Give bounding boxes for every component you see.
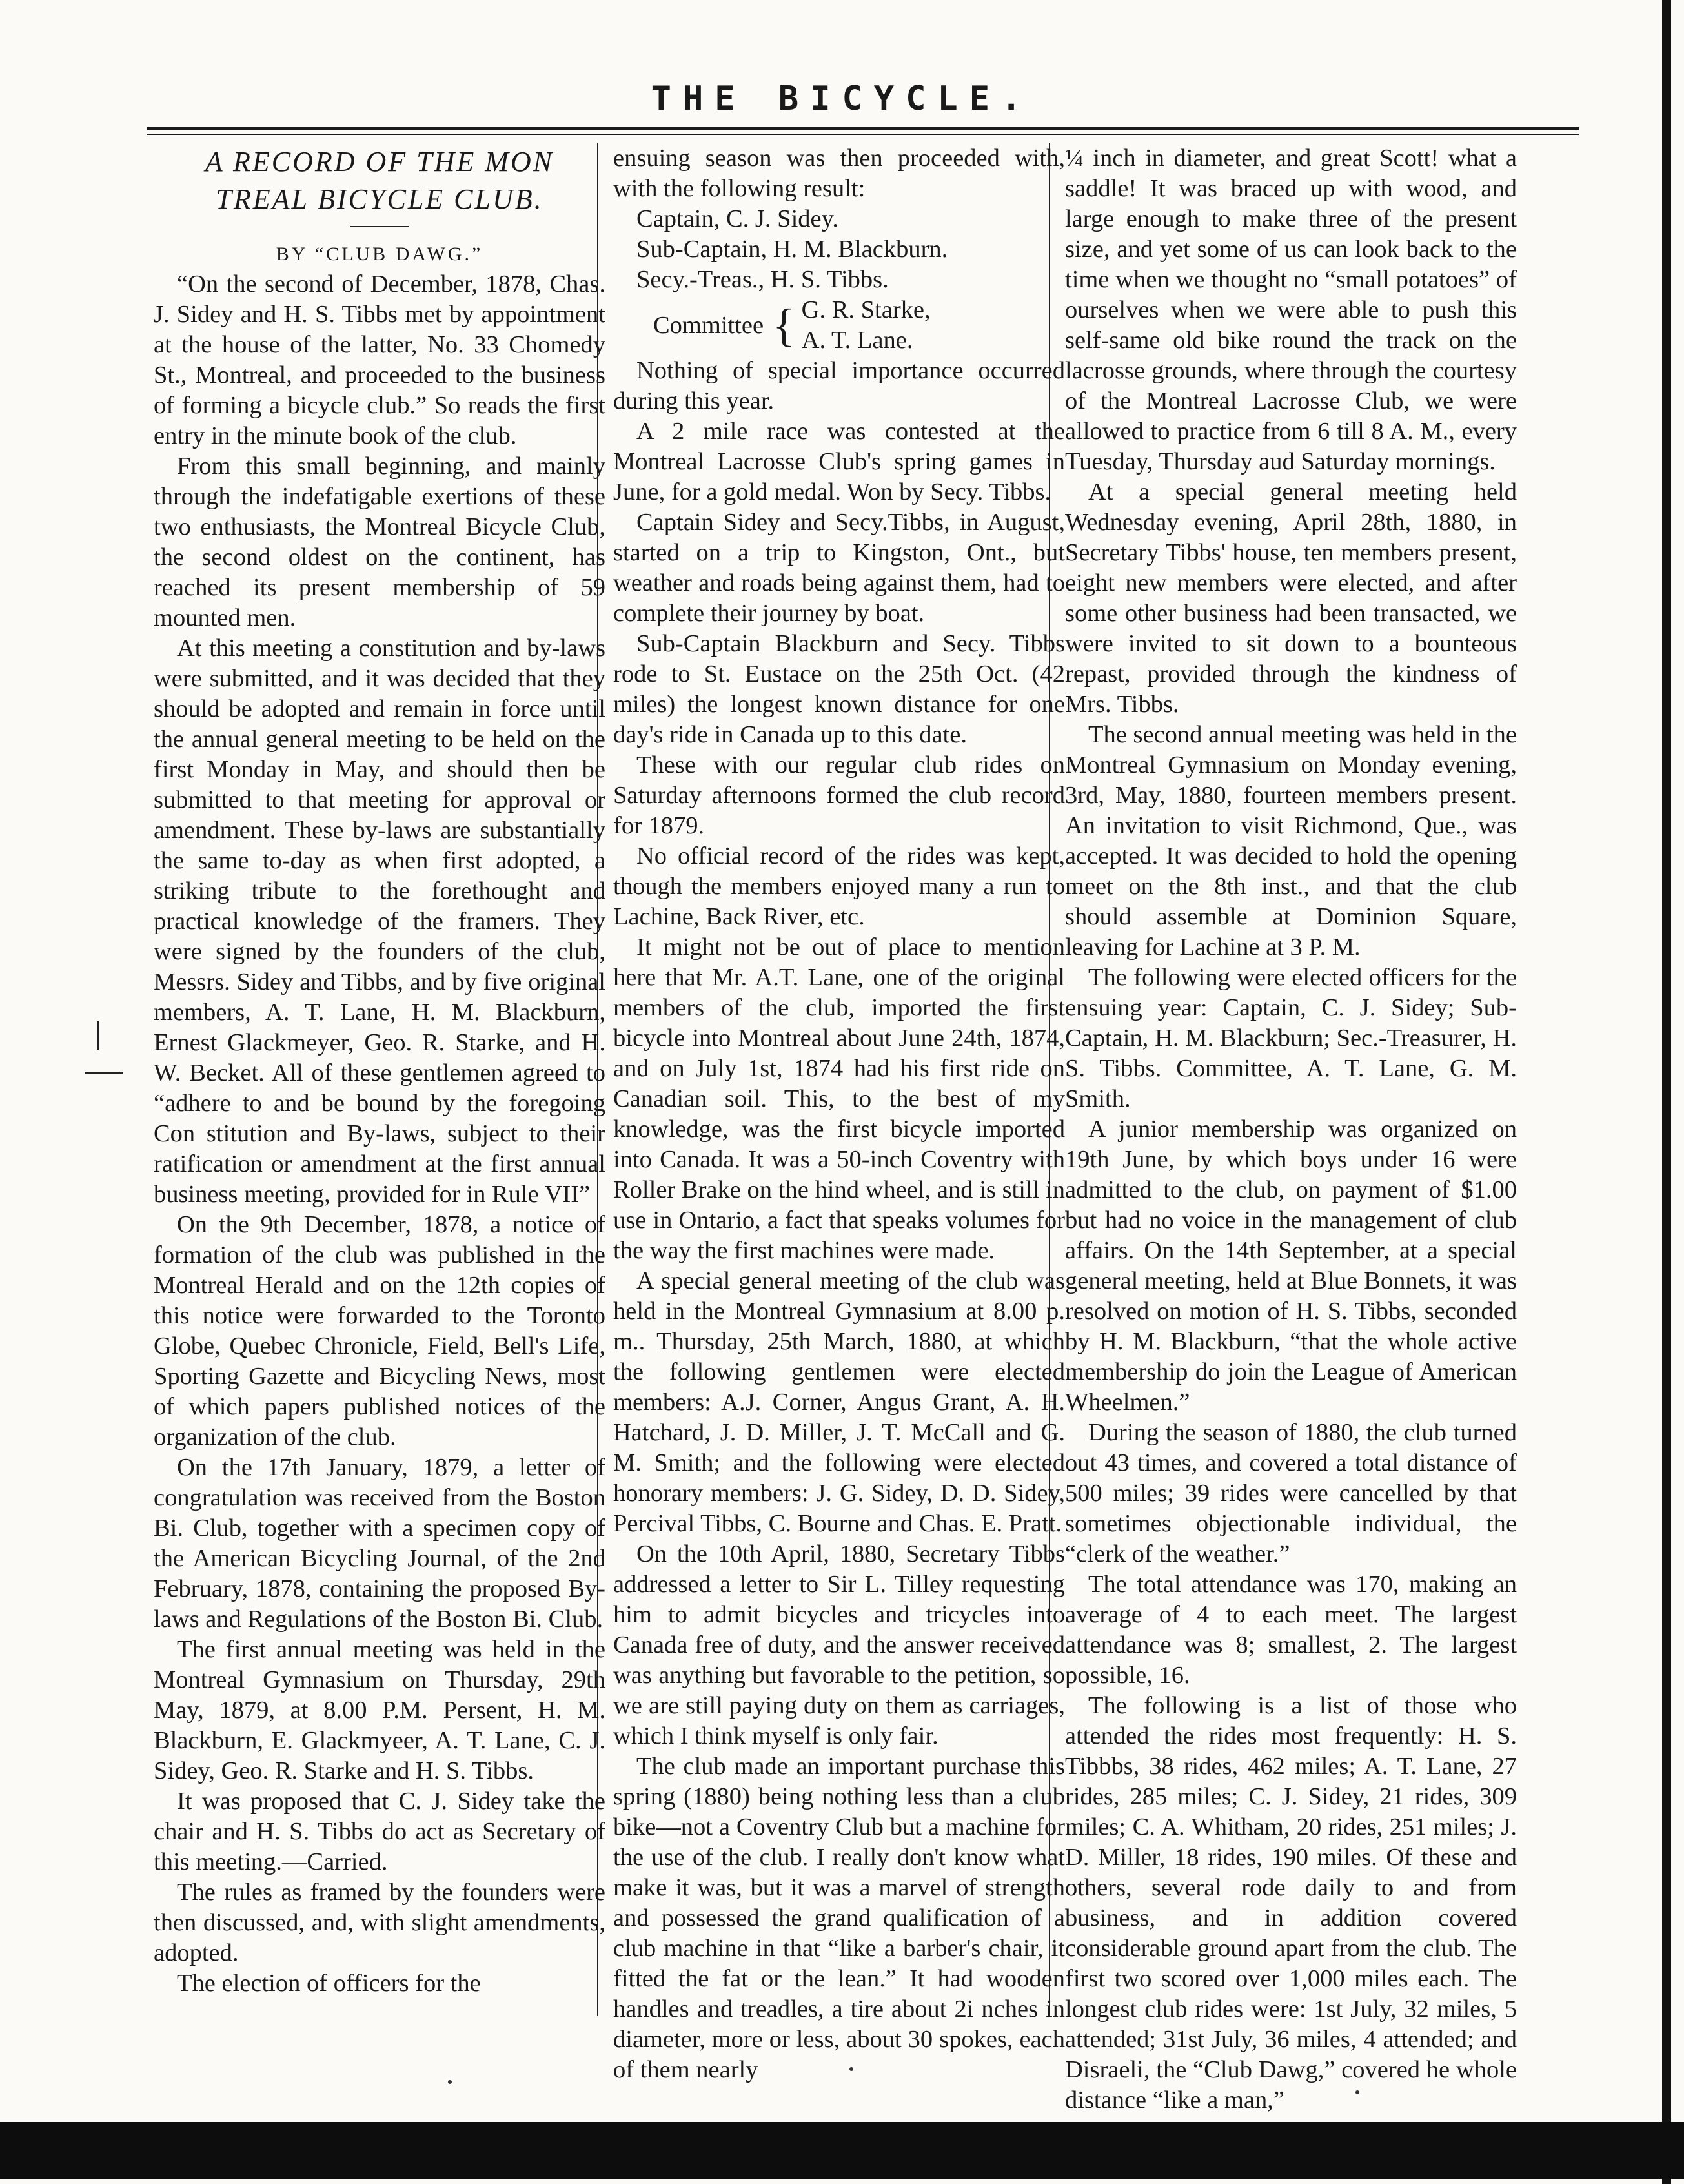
- masthead-rule: [147, 127, 1579, 130]
- paragraph: The following were elected officers for the ensuing year: Captain, C. J. Sidey; Sub-Captain, H. M. Blackburn; Sec.-Treasurer, H. S. Tibbs. Committee, A. T. Lane, G. M. Smith.: [1065, 964, 1517, 1112]
- masthead-rule-thin: [147, 134, 1579, 135]
- paragraph: During the season of 1880, the club turned out 43 times, and covered a total distance of 500 miles; 39 rides were cancelled by that sometimes objectionable individual, the “clerk of the weather.”: [1065, 1419, 1517, 1567]
- speck: [448, 2080, 452, 2084]
- committee-names: [802, 295, 931, 356]
- committee-member: A. T. Lane.: [801, 327, 913, 354]
- paragraph: It might not be out of place to mention here that Mr. A.T. Lane, one of the original members of the club, imported the first bicycle into Montreal about June 24th, 1874, and on July 1st, 1874 had his first ride on Canadian soil. This, to the best of my knowledge, was the first bicycle imported into Canada. It was a 50-inch Coventry with Roller Brake on the hind wheel, and is still in use in Ontario, a fact that speaks volumes for the way the first machines were made.: [613, 934, 1065, 1264]
- byline: BY “CLUB DAWG.”: [276, 243, 483, 265]
- paragraph: The total attendance was 170, making an average of 4 to each meet. The largest attendance was 8; smallest, 2. The largest possible, 16.: [1065, 1571, 1517, 1689]
- margin-pencil-mark: [85, 1072, 123, 1074]
- paragraph: It was proposed that C. J. Sidey take the chair and H. S. Tibbs do act as Secretary of this meeting.—Carried.: [154, 1788, 605, 1875]
- paragraph: No official record of the rides was kept, though the members enjoyed many a run to Lachine, Back River, etc.: [613, 842, 1065, 930]
- paragraph: These with our regular club rides on Saturday afternoons formed the club record for 1879.: [613, 751, 1065, 839]
- paragraph: The election of officers for the: [177, 1970, 481, 1997]
- column-3: [1065, 143, 1517, 2116]
- article-title-line-2: TREAL BICYCLE CLUB.: [216, 183, 543, 215]
- paragraph: The second annual meeting was held in the Montreal Gymnasium on Monday evening, 3rd, May, 1880, fourteen members present. An invitation to visit Richmond, Que., was accepted. It was decided to hold the opening meet on the 8th inst., and that the club should assemble at Dominion Square, leaving for Lachine at 3 P. M.: [1065, 721, 1517, 961]
- column-1: [154, 143, 605, 1999]
- speck: [849, 2067, 853, 2071]
- scan-bottom-bar: [0, 2122, 1684, 2179]
- paragraph: A junior membership was organized on 19th June, by which boys under 16 were admitted to the club, on payment of $1.00 but had no voice in the management of club affairs. On the 14th September, at a special general meeting, held at Blue Bonnets, it was resolved on motion of H. S. Tibbs, seconded by H. M. Blackburn, “that the whole active membership do join the League of American Wheelmen.”: [1065, 1116, 1517, 1416]
- officer-list: [613, 204, 1065, 295]
- paragraph: A 2 mile race was contested at the Montreal Lacrosse Club's spring games in June, for a gold medal. Won by Secy. Tibbs.: [613, 418, 1065, 505]
- officer-sub-captain: Sub-Captain, H. M. Blackburn.: [636, 236, 948, 263]
- margin-pencil-mark: [97, 1021, 99, 1050]
- paragraph: Sub-Captain Blackburn and Secy. Tibbs rode to St. Eustace on the 25th Oct. (42 miles) the longest known distance for one day's ride in Canada up to this date.: [613, 630, 1065, 748]
- officer-committee: [613, 295, 1065, 356]
- paragraph: Nothing of special importance occurred during this year.: [613, 357, 1065, 414]
- paragraph: ¼ inch in diameter, and great Scott! what a saddle! It was braced up with wood, and large enough to make three of the present size, and yet some of us can look back to the time when we thought no “small potatoes” of ourselves when we were able to push this self-same old bike round the track on the lacrosse grounds, where through the courtesy of the Montreal Lacrosse Club, we were allowed to practice from 6 till 8 A. M., every Tuesday, Thursday aud Saturday mornings.: [1065, 145, 1517, 475]
- paragraph: On the 9th December, 1878, a notice of formation of the club was published in the Montreal Herald and on the 12th copies of this notice were forwarded to the Toronto Globe, Quebec Chronicle, Field, Bell's Life, Sporting Gazette and Bicycling News, most of which papers published notices of the organization of the club.: [154, 1211, 605, 1451]
- column-2: [613, 143, 1065, 2085]
- paragraph: On the 17th January, 1879, a letter of congratulation was received from the Boston Bi. Club, together with a specimen copy of the American Bicycling Journal, of the 2nd February, 1878, containing the proposed By-laws and Regulations of the Boston Bi. Club.: [154, 1454, 605, 1633]
- paragraph: ensuing season was then proceeded with, with the following result:: [613, 145, 1065, 202]
- paragraph: From this small beginning, and mainly through the indefatigable exertions of these two enthusiasts, the Montreal Bicycle Club, the second oldest on the continent, has reached its present membership of 59 mounted men.: [154, 453, 605, 631]
- paragraph: Captain Sidey and Secy.Tibbs, in August, started on a trip to Kingston, Ont., but weather and roads being against them, had to complete their journey by boat.: [613, 509, 1065, 627]
- paragraph: The first annual meeting was held in the Montreal Gymnasium on Thursday, 29th May, 1879, at 8.00 P.M. Persent, H. M. Blackburn, E. Glackmyeer, A. T. Lane, C. J. Sidey, Geo. R. Starke and H. S. Tibbs.: [154, 1636, 605, 1784]
- committee-member: G. R. Starke,: [801, 296, 931, 323]
- paragraph: At this meeting a constitution and by-laws were submitted, and it was decided that they should be adopted and remain in force until the annual general meeting to be held on the first Monday in May, and should then be submitted to that meeting for approval or amendment. These by-laws are substantially the same to-day as when first adopted, a striking tribute to the forethought and practical knowledge of the framers. They were signed by the founders of the club, Messrs. Sidey and Tibbs, and by five original members, A. T. Lane, H. M. Blackburn, Ernest Glackmeyer, Geo. R. Starke, and H. W. Becket. All of these gentlemen agreed to “adhere to and be bound by the foregoing Con stitution and By-laws, subject to their ratification or amendment at the first annual business meeting, provided for in Rule VII”: [154, 635, 605, 1208]
- officer-secy-treas: Secy.-Treas., H. S. Tibbs.: [636, 266, 889, 293]
- paragraph: The club made an important purchase this spring (1880) being nothing less than a club bike—not a Coventry Club but a machine for the use of the club. I really don't know what make it was, but it was a marvel of strength and possessed the grand qualification of a club machine in that “like a barber's chair, it fitted the fat or the lean.” It had wooden handles and treadles, a tire about 2i nches in diameter, more or less, about 30 spokes, each of them nearly: [613, 1753, 1065, 2083]
- officer-captain: Captain, C. J. Sidey.: [636, 205, 838, 232]
- masthead: THE BICYCLE.: [651, 79, 1033, 118]
- article-title-line-1: A RECORD OF THE MON: [205, 146, 554, 178]
- paragraph: The following is a list of those who attended the rides most frequently: H. S. Tibbbs, 38 rides, 462 miles; A. T. Lane, 27 rides, 285 miles; C. J. Sidey, 21 rides, 309 miles; C. A. Whitham, 20 rides, 251 miles; J. D. Miller, 18 rides, 190 miles. Of these and others, several rode daily to and from business, and in addition covered considerable ground apart from the club. The first two scored over 1,000 miles each. The longest club rides were: 1st July, 32 miles, 5 attended; 31st July, 36 miles, 4 attended; and Disraeli, the “Club Dawg,” covered he whole distance “like a man,”: [1065, 1692, 1517, 2114]
- paragraph: On the 10th April, 1880, Secretary Tibbs addressed a letter to Sir L. Tilley requesting him to admit bicycles and tricycles into Canada free of duty, and the answer received was anything but favorable to the petition, so we are still paying duty on them as carriages, which I think myself is only fair.: [613, 1540, 1065, 1750]
- title-rule: [350, 226, 409, 227]
- paragraph: A special general meeting of the club was held in the Montreal Gymnasium at 8.00 p. m.. Thursday, 25th March, 1880, at which the following gentlemen were elected members: A.J. Corner, Angus Grant, A. H. Hatchard, J. D. Miller, J. T. McCall and G. M. Smith; and the following were elected honorary members: J. G. Sidey, D. D. Sidey, Percival Tibbs, C. Bourne and Chas. E. Pratt.: [613, 1267, 1065, 1537]
- brace-icon: {: [773, 300, 795, 351]
- speck: [1355, 2090, 1359, 2094]
- scan-edge: [1662, 0, 1671, 2184]
- committee-label: Committee: [653, 311, 764, 339]
- paragraph: At a special general meeting held Wednesday evening, April 28th, 1880, in Secretary Tibbs' house, ten members present, eight new members were elected, and after some other business had been transacted, we were invited to sit down to a bounteous repast, provided through the kindness of Mrs. Tibbs.: [1065, 478, 1517, 718]
- paragraph: “On the second of December, 1878, Chas. J. Sidey and H. S. Tibbs met by appointment at the house of the latter, No. 33 Chomedy St., Montreal, and proceeded to the business of forming a bicycle club.” So reads the first entry in the minute book of the club.: [154, 270, 605, 449]
- paragraph: The rules as framed by the founders were then discussed, and, with slight amendments, adopted.: [154, 1879, 605, 1966]
